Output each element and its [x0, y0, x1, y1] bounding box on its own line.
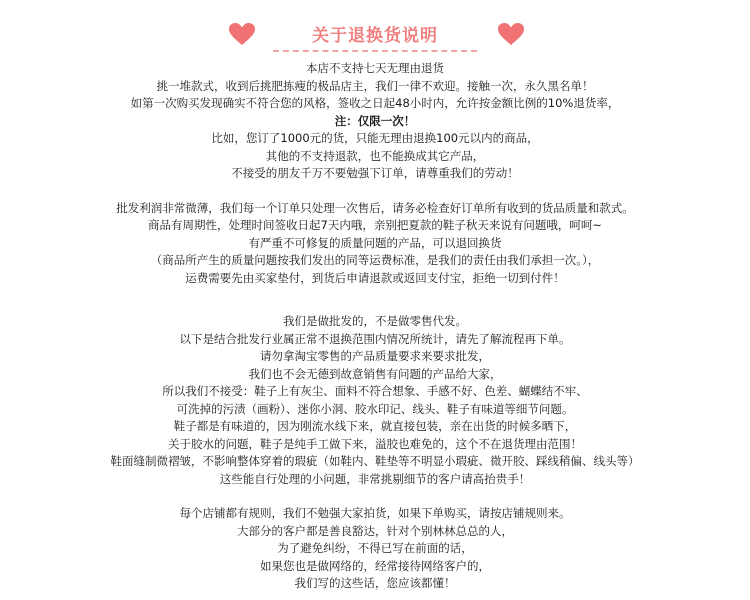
policy-line: 比如，您订了1000元的货，只能无理由退换100元以内的商品，: [211, 131, 539, 145]
policy-line: 关于胶水的问题，鞋子是纯手工做下来，溢胶也难免的，这个不在退货理由范围！: [168, 436, 582, 451]
policy-line: 所以我们不接受：鞋子上有灰尘、面料不符合想象、手感不好、色差、蝴蝶结不牢、: [162, 384, 588, 398]
policy-line: 挑一堆款式，收到后挑肥拣瘦的极品店主，我们一律不欢迎。接触一次，永久黑名单！: [156, 78, 594, 93]
title-block: [263, 12, 487, 58]
policy-line: 商品有周期性，处理时间签收日起7天内哦，亲别把夏款的鞋子秋天来说有问题哦，呵呵~: [148, 218, 602, 232]
policy-line: 每个店铺都有规则，我们不勉强大家拍货，如果下单购买，请按店铺规则来。: [179, 506, 571, 520]
policy-line: 其他的不支持退款，也不能换成其它产品，: [265, 148, 485, 163]
policy-line: 我们也不会无德到故意销售有问题的产品给大家，: [248, 366, 502, 381]
policy-line: 我们写的这些话，您应该都懂！: [294, 576, 456, 590]
policy-line: 大部分的客户都是善良豁达，针对个别林林总总的人，: [237, 523, 513, 538]
policy-line: 鞋子都是有味道的，因为刚流水线下来，就直接包装，亲在出货的时候多晒下，: [173, 419, 577, 433]
policy-line: 如果您也是做网络的，经常接待网络客户的，: [260, 558, 490, 573]
policy-line: 我们是做批发的，不是做零售代发。: [283, 314, 467, 328]
policy-line: 本店不支持七天无理由退货: [306, 61, 444, 75]
title-divider: [273, 50, 477, 52]
policy-line: 不接受的朋友千万不要勉强下订单，请尊重我们的劳动！: [231, 166, 519, 180]
policy-line: 运费需要先由买家垫付，到货后申请退款或返回支付宝，拒绝一切到付件！: [185, 270, 565, 285]
policy-line: 有严重不可修复的质量问题的产品，可以退回换货: [248, 235, 502, 250]
page-title: 关于退换货说明: [312, 26, 438, 46]
policy-line: 鞋面缝制微褶皱，不影响整体穿着的瑕疵（如鞋内、鞋垫等不明显小瑕疵、微开胶、踩线稍偏、线头等）: [110, 454, 640, 468]
policy-line: 以下是结合批发行业属正常不退换范围内情况所统计，请先了解流程再下单。: [179, 331, 571, 346]
policy-line: 请勿拿淘宝零售的产品质量要求来要求批发，: [260, 349, 490, 363]
policy-line: 可洗掉的污渍（画粉）、迷你小洞、胶水印记、线头、鞋子有味道等细节问题。: [176, 401, 574, 416]
policy-line: 如第一次购买发现确实不符合您的风格，签收之日起48小时内，允许按金额比例的10%退货率，: [130, 96, 620, 110]
section-gap: [0, 287, 750, 313]
policy-line: 这些能自行处理的小问题，非常挑剔细节的客户请高抬贵手！: [219, 471, 531, 486]
heart-icon: [497, 22, 525, 46]
header: [0, 12, 750, 58]
heart-icon: [228, 22, 256, 46]
section-gap: [0, 488, 750, 505]
policy-content: [0, 60, 750, 593]
policy-line: （商品所产生的质量问题按我们发出的同等运费标准，是我们的责任由我们承担一次。），: [150, 253, 600, 267]
policy-line: 为了避免纠纷，不得已写在前面的话，: [277, 541, 473, 555]
policy-note: 注：仅限一次！: [334, 113, 416, 128]
policy-line: 批发利润非常微薄，我们每一个订单只处理一次售后，请务必检查好订单所有收到的货品质量和款式。: [116, 200, 634, 215]
section-gap: [0, 183, 750, 200]
